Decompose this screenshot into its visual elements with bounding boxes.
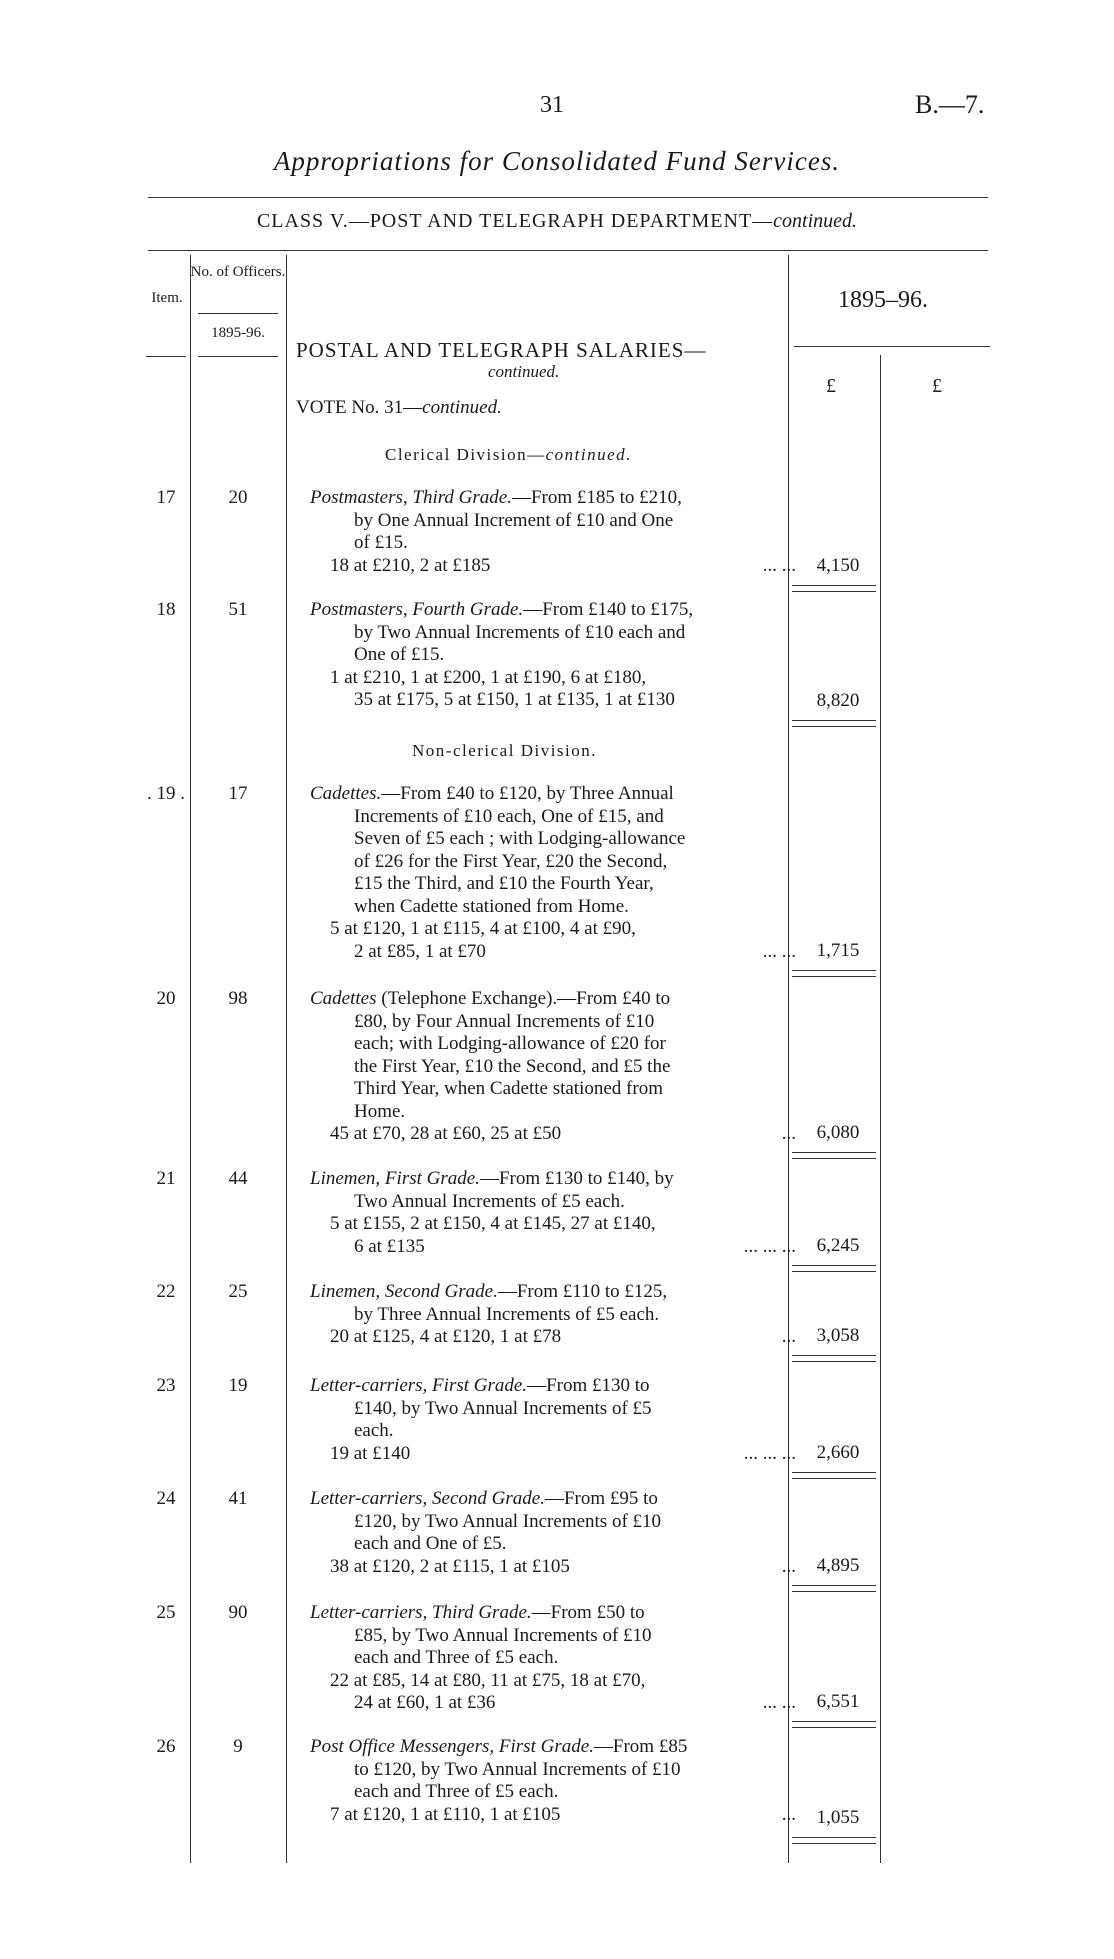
item-description-line: £140, by Two Annual Increments of £5 xyxy=(354,1397,652,1419)
item-rates-last: 2 at £85, 1 at £70 xyxy=(354,940,486,962)
clerical-division-label: Clerical Division— xyxy=(385,445,546,464)
leader-dots: ... xyxy=(781,1326,796,1347)
item-first-line-text: —From £110 to £125, xyxy=(497,1281,668,1302)
fiscal-year-header: 1895–96. xyxy=(838,287,928,313)
item-number: 18 xyxy=(156,599,176,620)
item-first-line xyxy=(310,1488,800,1511)
item-heading: Postmasters, Fourth Grade. xyxy=(310,599,524,620)
item-rates-last: 20 at £125, 4 at £120, 1 at £78 xyxy=(330,1326,562,1347)
col-divider-pounds xyxy=(880,355,881,1863)
amount-rule xyxy=(792,720,876,721)
item-description xyxy=(310,1281,800,1349)
amount-rule xyxy=(792,1152,876,1153)
item-heading: Letter-carriers, First Grade. xyxy=(310,1375,528,1396)
item-description-line: each and One of £5. xyxy=(354,1533,507,1554)
item-first-line xyxy=(310,1281,800,1304)
class-heading-text: CLASS V.—POST AND TELEGRAPH DEPARTMENT— xyxy=(256,210,774,232)
item-rates-summary xyxy=(310,1443,800,1466)
leader-dots: ... ... ... xyxy=(743,1235,796,1257)
amount-rule-double xyxy=(792,591,876,592)
item-rates-last: 18 at £210, 2 at £185 xyxy=(330,554,491,576)
item-rates-last: 6 at £135 xyxy=(354,1235,425,1257)
item-description-line: by Two Annual Increments of £10 each and xyxy=(354,621,686,643)
item-description-line: when Cadette stationed from Home. xyxy=(354,895,629,917)
item-first-line-text: —From £50 to xyxy=(531,1602,645,1623)
item-number: 17 xyxy=(156,487,176,508)
page-title: Appropriations for Consolidated Fund Services. xyxy=(273,146,841,176)
amount-rule-double xyxy=(792,976,876,977)
item-rates-line: 5 at £155, 2 at £150, 4 at £145, 27 at £140, xyxy=(330,1213,656,1234)
item-amount: 4,895 xyxy=(816,1555,860,1576)
item-first-line-text: —From £130 to xyxy=(527,1375,650,1396)
officer-count: 44 xyxy=(228,1168,248,1189)
item-rates-last: 7 at £120, 1 at £110, 1 at £105 xyxy=(330,1803,561,1825)
item-first-line-text: —From £85 xyxy=(593,1736,688,1757)
item-description-line: Seven of £5 each ; with Lodging-allowance xyxy=(354,828,686,849)
pound-header-left: £ xyxy=(826,375,836,397)
item-description xyxy=(310,1736,800,1826)
item-amount: 4,150 xyxy=(816,555,860,576)
item-description xyxy=(310,988,800,1146)
item-amount: 1,715 xyxy=(816,940,860,961)
item-description-line: each and Three of £5 each. xyxy=(354,1647,559,1668)
item-rates-summary xyxy=(310,689,800,712)
item-first-line-text: —From £40 to £120, by Three Annual xyxy=(381,783,674,804)
item-first-line xyxy=(310,1602,800,1625)
item-rates-summary xyxy=(310,1556,800,1579)
officer-count: 20 xyxy=(228,487,248,508)
item-first-line-text: (Telephone Exchange).—From £40 to xyxy=(376,988,671,1009)
amount-rule xyxy=(792,1265,876,1266)
item-description-line: each; with Lodging-allowance of £20 for xyxy=(354,1033,666,1054)
page-number: 31 xyxy=(540,92,564,118)
amount-rule-double xyxy=(792,1158,876,1159)
item-description-line: £80, by Four Annual Increments of £10 xyxy=(354,1010,655,1032)
amount-rule-double xyxy=(792,1727,876,1728)
class-heading xyxy=(0,210,1114,233)
item-rates-summary xyxy=(310,1804,800,1827)
item-number: 20 xyxy=(156,988,176,1009)
item-rates-last: 24 at £60, 1 at £36 xyxy=(354,1692,496,1713)
item-description-line: Two Annual Increments of £5 each. xyxy=(354,1190,625,1212)
item-rates-summary xyxy=(310,1236,800,1259)
amount-rule xyxy=(792,1721,876,1722)
item-description-line: Home. xyxy=(354,1100,406,1122)
item-rates-summary xyxy=(310,1123,800,1146)
officer-count: 51 xyxy=(228,599,248,620)
item-first-line xyxy=(310,487,800,510)
vote-label: VOTE No. 31— xyxy=(296,397,423,418)
item-description xyxy=(310,1488,800,1578)
item-amount: 1,055 xyxy=(816,1807,860,1828)
clerical-division-heading xyxy=(385,445,632,465)
item-rates-last: 35 at £175, 5 at £150, 1 at £135, 1 at £130 xyxy=(354,689,675,710)
item-heading: Linemen, Second Grade. xyxy=(310,1281,498,1302)
leader-dots: ... ... xyxy=(762,940,796,962)
item-description-line: £15 the Third, and £10 the Fourth Year, xyxy=(354,873,654,894)
leader-dots: ... ... xyxy=(762,554,796,576)
item-description xyxy=(310,1602,800,1715)
rule-officers-year xyxy=(198,356,278,357)
item-description-line: by One Annual Increment of £10 and One xyxy=(354,509,674,531)
amount-rule xyxy=(792,1472,876,1473)
col-divider-officers xyxy=(286,255,287,1863)
item-first-line-text: —From £95 to xyxy=(544,1488,658,1509)
item-heading: Cadettes. xyxy=(310,783,382,804)
item-first-line xyxy=(310,783,800,806)
item-first-line xyxy=(310,1375,800,1398)
item-rates-last: 38 at £120, 2 at £115, 1 at £105 xyxy=(330,1555,570,1577)
section-title: POSTAL AND TELEGRAPH SALARIES— xyxy=(296,338,707,362)
item-number: 21 xyxy=(156,1168,176,1189)
officers-column-header: No. of Officers. xyxy=(190,264,286,280)
item-rates-summary xyxy=(310,1326,800,1349)
pound-header-right: £ xyxy=(932,375,942,397)
item-description-line: £85, by Two Annual Increments of £10 xyxy=(354,1624,652,1646)
item-rates-summary xyxy=(310,1692,800,1715)
item-number: 25 xyxy=(156,1602,176,1623)
officer-count: 90 xyxy=(228,1602,248,1623)
leader-dots: ... xyxy=(781,1555,796,1577)
item-first-line xyxy=(310,1168,800,1191)
leader-dots: ... xyxy=(781,1123,796,1144)
item-first-line xyxy=(310,1736,800,1759)
amount-rule-double xyxy=(792,1843,876,1844)
item-description-line: One of £15. xyxy=(354,644,445,665)
item-description-line: by Three Annual Increments of £5 each. xyxy=(354,1303,660,1325)
amount-rule xyxy=(792,585,876,586)
item-description-line: £120, by Two Annual Increments of £10 xyxy=(354,1510,662,1532)
leader-dots: ... ... ... xyxy=(743,1442,796,1464)
class-heading-continued: continued. xyxy=(773,210,858,232)
item-rates-summary xyxy=(310,555,800,578)
item-description xyxy=(310,487,800,577)
item-first-line-text: —From £140 to £175, xyxy=(523,599,694,620)
officer-count: 41 xyxy=(228,1488,248,1509)
amount-rule-double xyxy=(792,726,876,727)
amount-rule-double xyxy=(792,1271,876,1272)
item-description-line: Third Year, when Cadette stationed from xyxy=(354,1078,663,1099)
item-description-line: each and Three of £5 each. xyxy=(354,1781,559,1802)
item-number: 26 xyxy=(156,1736,176,1757)
officers-year: 1895-96. xyxy=(211,325,265,341)
vote-heading xyxy=(296,397,502,419)
officer-count: 98 xyxy=(228,988,248,1009)
item-amount: 2,660 xyxy=(816,1442,860,1463)
item-description xyxy=(310,1375,800,1465)
amount-rule xyxy=(792,1837,876,1838)
amount-rule xyxy=(792,1585,876,1586)
item-rates-summary xyxy=(310,941,800,964)
item-description-line: Increments of £10 each, One of £15, and xyxy=(354,805,664,827)
item-rates-last: 45 at £70, 28 at £60, 25 at £50 xyxy=(330,1123,562,1144)
leader-dots: ... ... xyxy=(762,1692,796,1713)
item-heading: Cadettes xyxy=(310,988,377,1009)
item-description xyxy=(310,599,800,712)
item-heading: Postmasters, Third Grade. xyxy=(310,487,512,508)
amount-rule-double xyxy=(792,1478,876,1479)
rule-item-header xyxy=(146,356,186,357)
section-title-continued: continued. xyxy=(488,362,560,381)
item-rates-last: 19 at £140 xyxy=(330,1442,411,1464)
item-number: 22 xyxy=(156,1281,176,1302)
amount-rule xyxy=(792,1355,876,1356)
rule-officers-header xyxy=(198,313,278,314)
item-rates-line: 1 at £210, 1 at £200, 1 at £190, 6 at £180, xyxy=(330,666,647,688)
item-number: 23 xyxy=(156,1375,176,1396)
officer-count: 17 xyxy=(228,783,248,804)
item-description xyxy=(310,783,800,963)
item-amount: 6,245 xyxy=(816,1235,860,1256)
officer-count: 19 xyxy=(228,1375,248,1396)
item-description-line: of £26 for the First Year, £20 the Second, xyxy=(354,850,668,872)
item-column-header: Item. xyxy=(151,290,183,306)
item-description xyxy=(310,1168,800,1258)
amount-rule xyxy=(792,970,876,971)
item-number: . 19 . xyxy=(147,783,185,804)
item-description-line: to £120, by Two Annual Increments of £10 xyxy=(354,1758,681,1780)
non-clerical-division-heading: Non-clerical Division. xyxy=(412,741,598,760)
officer-count: 9 xyxy=(233,1736,243,1757)
officer-count: 25 xyxy=(228,1281,248,1302)
amount-rule-double xyxy=(792,1361,876,1362)
item-first-line xyxy=(310,599,800,622)
item-heading: Linemen, First Grade. xyxy=(310,1168,480,1189)
item-rates-line: 5 at £120, 1 at £115, 4 at £100, 4 at £90, xyxy=(330,918,636,939)
item-description-line: the First Year, £10 the Second, and £5 the xyxy=(354,1055,671,1077)
item-first-line-text: —From £130 to £140, by xyxy=(479,1168,674,1189)
rule-top xyxy=(148,197,988,198)
item-description-line: each. xyxy=(354,1420,394,1441)
document-reference: B.—7. xyxy=(915,90,985,119)
rule-year-header xyxy=(794,346,990,347)
item-first-line-text: —From £185 to £210, xyxy=(511,487,682,508)
clerical-division-continued: continued. xyxy=(545,445,632,464)
vote-continued: continued. xyxy=(422,397,502,418)
item-number: 24 xyxy=(156,1488,176,1509)
item-amount: 3,058 xyxy=(816,1325,860,1346)
leader-dots: ... xyxy=(781,1803,796,1825)
item-heading: Post Office Messengers, First Grade. xyxy=(310,1736,594,1757)
item-heading: Letter-carriers, Third Grade. xyxy=(310,1602,532,1623)
item-amount: 6,551 xyxy=(816,1691,860,1712)
item-rates-line: 22 at £85, 14 at £80, 11 at £75, 18 at £70, xyxy=(330,1669,646,1691)
item-heading: Letter-carriers, Second Grade. xyxy=(310,1488,545,1509)
item-first-line xyxy=(310,988,800,1011)
amount-rule-double xyxy=(792,1591,876,1592)
item-amount: 6,080 xyxy=(816,1122,860,1143)
item-description-line: of £15. xyxy=(354,532,408,553)
item-amount: 8,820 xyxy=(816,690,860,711)
rule-under-class xyxy=(148,250,988,251)
